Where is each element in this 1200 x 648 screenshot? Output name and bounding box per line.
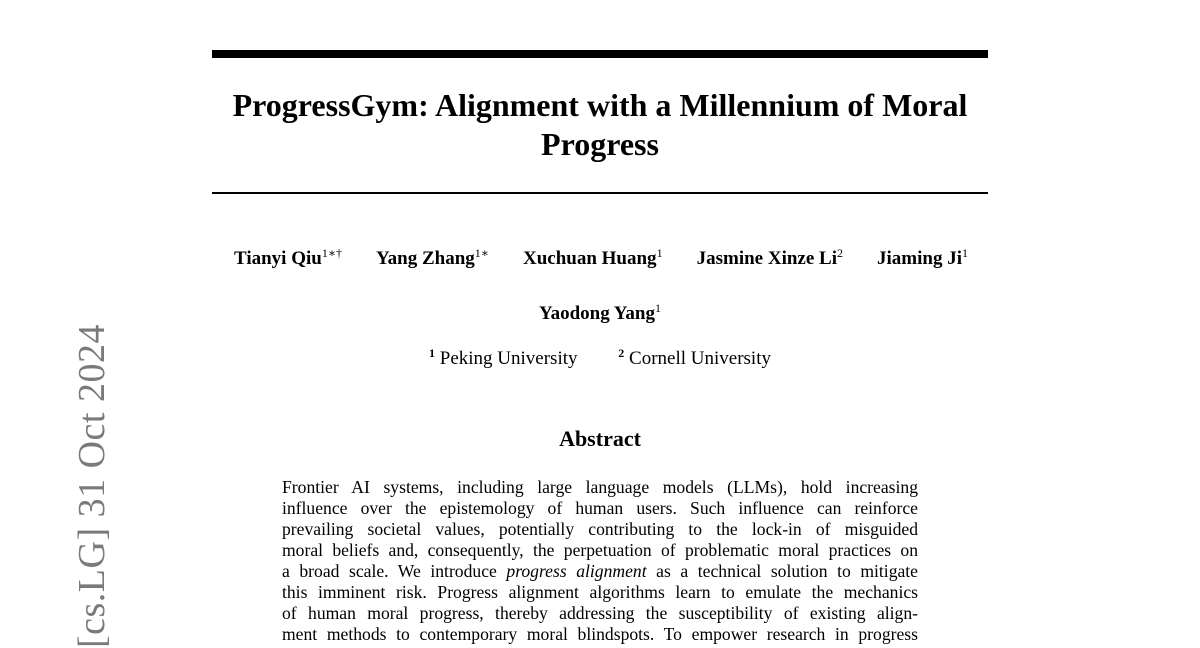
authors-row-2: [212, 301, 988, 327]
abstract-line: Frontier AI systems, including large language models (LLMs), hold increasing: [282, 477, 918, 497]
author: Jiaming Ji$^1$: [877, 246, 968, 269]
abstract-line: of human moral progress, thereby addressing the susceptibility of existing align-: [282, 603, 918, 623]
affiliations: [212, 346, 988, 372]
author: Xuchuan Huang$^1$: [522, 246, 663, 269]
affiliation: $^1$ Peking University: [429, 346, 578, 369]
author: Jasmine Xinze Li$^2$: [696, 246, 843, 269]
abstract-line: ment methods to contemporary moral blindspots. To empower research in progress: [282, 624, 918, 644]
abstract-line: influence over the epistemology of human users. Such influence can reinforce: [282, 498, 918, 518]
affiliation: $^2$ Cornell University: [618, 346, 771, 369]
abstract-line: moral beliefs and, consequently, the perpetuation of problematic moral practices on: [282, 540, 918, 560]
paper-title: ProgressGym: Alignment with a Millennium of Moral Progress: [232, 87, 968, 162]
abstract-heading: Abstract: [559, 426, 641, 451]
arxiv-stamp-text: [cs.LG] 31 Oct 2024: [71, 324, 113, 648]
abstract-line: a broad scale. We introduce progress alignment as a technical solution to mitigate: [282, 561, 918, 581]
abstract-line: prevailing societal values, potentially contributing to the lock-in of misguided: [282, 519, 918, 539]
emphasis-term: progress alignment: [506, 561, 647, 581]
abstract-line: this imminent risk. Progress alignment algorithms learn to emulate the mechanics: [282, 582, 918, 602]
title-top-rule: [212, 50, 988, 58]
arxiv-side-stamp: [26, 312, 113, 648]
title-bottom-rule: [212, 192, 988, 194]
authors-row: [212, 246, 988, 272]
author: Yaodong Yang$^1$: [539, 301, 661, 324]
author: Tianyi Qiu$^{1∗\dagger}$: [234, 246, 342, 269]
author: Yang Zhang$^{1∗}$: [376, 246, 489, 269]
abstract-body: [282, 477, 918, 645]
